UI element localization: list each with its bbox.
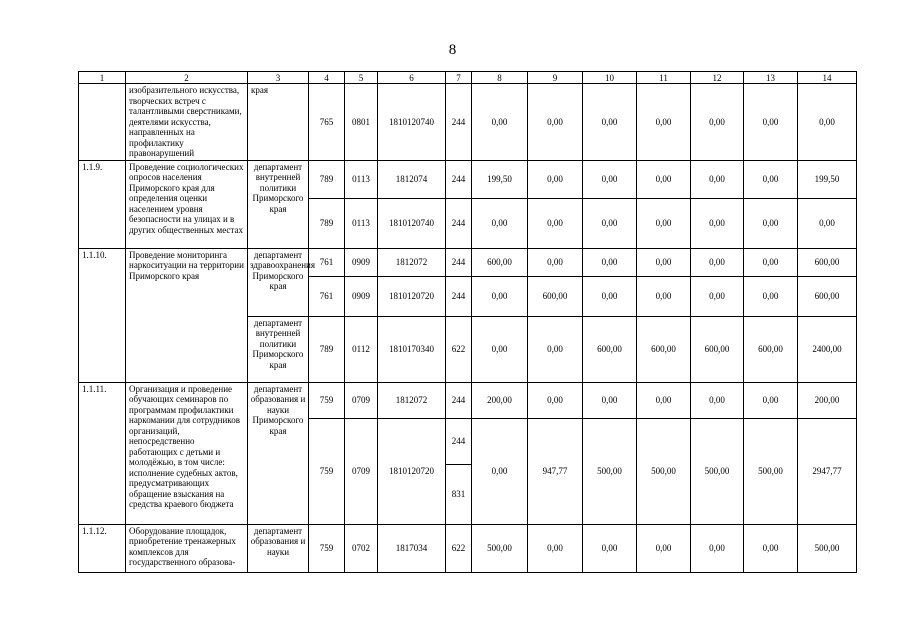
row-department: департамент образования и науки Приморского края <box>248 382 309 524</box>
cell: 244 <box>446 276 472 316</box>
header-cell: 7 <box>446 72 472 84</box>
cell: 0113 <box>345 160 378 198</box>
cell: 0909 <box>345 248 378 276</box>
header-cell: 1 <box>79 72 126 84</box>
cell: 761 <box>309 276 345 316</box>
cell: 0,00 <box>691 276 744 316</box>
cell: 0709 <box>345 382 378 418</box>
cell: 0,00 <box>528 160 583 198</box>
cell: 600,00 <box>798 248 857 276</box>
cell: 200,00 <box>798 382 857 418</box>
row-name: Проведение социологических опросов населения Приморского края для определения оценки населением уровня безопасности на улицах и в других общественных местах <box>126 160 248 248</box>
cell: 600,00 <box>583 316 637 382</box>
table-row <box>79 84 857 161</box>
cell: 0,00 <box>744 382 798 418</box>
cell: 500,00 <box>583 418 637 524</box>
cell: 789 <box>309 316 345 382</box>
cell: 0113 <box>345 198 378 248</box>
row-department: департамент здравоохранения Приморского края <box>248 248 309 316</box>
header-cell: 12 <box>691 72 744 84</box>
cell: 0,00 <box>472 84 528 161</box>
cell: 244 <box>446 160 472 198</box>
cell: 0,00 <box>691 248 744 276</box>
row-name: Организация и проведение обучающих семинаров по программам профилактики наркомании для сотрудников организаций, непосредственно работающих с детьми и молодёжью, в том числе: исполнение судебных актов, предусматривающих обращение взыскания на средства краевого бюджета <box>126 382 248 524</box>
cell: 0,00 <box>691 382 744 418</box>
cell: 0801 <box>345 84 378 161</box>
budget-table <box>78 71 857 573</box>
cell: 500,00 <box>637 418 691 524</box>
cell: 0,00 <box>637 382 691 418</box>
cell: 0,00 <box>691 84 744 161</box>
cell: 244 <box>446 418 472 464</box>
cell: 500,00 <box>472 524 528 572</box>
cell: 0,00 <box>744 198 798 248</box>
cell: 0,00 <box>691 524 744 572</box>
cell: 765 <box>309 84 345 161</box>
cell: 0,00 <box>528 84 583 161</box>
row-code: 1.1.9. <box>79 160 126 248</box>
header-cell: 8 <box>472 72 528 84</box>
cell: 244 <box>446 198 472 248</box>
cell: 600,00 <box>528 276 583 316</box>
cell: 831 <box>446 464 472 524</box>
page-number: 8 <box>448 42 457 58</box>
cell: 0,00 <box>583 276 637 316</box>
header-row <box>79 72 857 84</box>
cell: 0,00 <box>583 160 637 198</box>
cell: 0,00 <box>583 248 637 276</box>
cell: 789 <box>309 198 345 248</box>
cell: 600,00 <box>472 248 528 276</box>
cell: 0,00 <box>744 248 798 276</box>
cell: 1810170340 <box>378 316 446 382</box>
cell: 761 <box>309 248 345 276</box>
header-cell: 2 <box>126 72 248 84</box>
cell: 244 <box>446 84 472 161</box>
cell: 0,00 <box>528 316 583 382</box>
cell: 0,00 <box>637 248 691 276</box>
row-code: 1.1.11. <box>79 382 126 524</box>
header-cell: 5 <box>345 72 378 84</box>
cell: 789 <box>309 160 345 198</box>
cell: 0,00 <box>472 198 528 248</box>
header-cell: 10 <box>583 72 637 84</box>
cell: 244 <box>446 248 472 276</box>
cell: 0909 <box>345 276 378 316</box>
table-row <box>79 160 857 198</box>
cell: 1817034 <box>378 524 446 572</box>
cell: 0,00 <box>691 198 744 248</box>
cell: 0,00 <box>637 84 691 161</box>
cell: 600,00 <box>744 316 798 382</box>
cell: 622 <box>446 316 472 382</box>
row-department: департамент образования и науки <box>248 524 309 572</box>
cell: 1810120740 <box>378 198 446 248</box>
row-code <box>79 84 126 161</box>
cell: 0,00 <box>691 160 744 198</box>
cell: 0,00 <box>744 84 798 161</box>
cell: 500,00 <box>798 524 857 572</box>
cell: 600,00 <box>637 316 691 382</box>
cell: 1812074 <box>378 160 446 198</box>
cell: 947,77 <box>528 418 583 524</box>
cell: 199,50 <box>798 160 857 198</box>
cell: 759 <box>309 524 345 572</box>
cell: 0,00 <box>798 198 857 248</box>
cell: 0,00 <box>583 84 637 161</box>
cell: 0,00 <box>798 84 857 161</box>
cell: 0112 <box>345 316 378 382</box>
row-code: 1.1.10. <box>79 248 126 382</box>
cell: 0,00 <box>637 160 691 198</box>
cell: 0,00 <box>637 198 691 248</box>
cell: 0,00 <box>583 382 637 418</box>
cell: 1810120720 <box>378 418 446 524</box>
cell: 500,00 <box>744 418 798 524</box>
cell: 622 <box>446 524 472 572</box>
cell: 0,00 <box>472 316 528 382</box>
row-name: Проведение мониторинга наркоситуации на территории Приморского края <box>126 248 248 382</box>
cell: 0,00 <box>744 160 798 198</box>
header-cell: 13 <box>744 72 798 84</box>
cell: 0,00 <box>637 524 691 572</box>
row-department: департамент внутренней политики Приморского края <box>248 316 309 382</box>
cell: 0,00 <box>583 198 637 248</box>
cell: 2947,77 <box>798 418 857 524</box>
row-name: изобразительного искусства, творческих встреч с талантливыми сверстниками, деятелями искусства, направленных на профилактику правонарушений <box>126 84 248 161</box>
cell: 1810120740 <box>378 84 446 161</box>
cell: 0,00 <box>528 524 583 572</box>
header-cell: 6 <box>378 72 446 84</box>
cell: 1812072 <box>378 248 446 276</box>
cell: 0,00 <box>637 276 691 316</box>
header-cell: 9 <box>528 72 583 84</box>
row-department: департамент внутренней политики Приморского края <box>248 160 309 248</box>
cell: 600,00 <box>798 276 857 316</box>
table-row <box>79 248 857 276</box>
cell: 0,00 <box>472 276 528 316</box>
cell: 2400,00 <box>798 316 857 382</box>
cell: 0,00 <box>744 276 798 316</box>
cell: 0709 <box>345 418 378 524</box>
cell: 0702 <box>345 524 378 572</box>
cell: 0,00 <box>583 524 637 572</box>
row-department: края <box>248 84 309 161</box>
table-row <box>79 382 857 418</box>
cell: 759 <box>309 382 345 418</box>
cell: 500,00 <box>691 418 744 524</box>
table-row <box>79 524 857 572</box>
header-cell: 4 <box>309 72 345 84</box>
cell: 0,00 <box>744 524 798 572</box>
header-cell: 14 <box>798 72 857 84</box>
cell: 0,00 <box>528 198 583 248</box>
cell: 1810120720 <box>378 276 446 316</box>
row-code: 1.1.12. <box>79 524 126 572</box>
cell: 759 <box>309 418 345 524</box>
cell: 0,00 <box>472 418 528 524</box>
header-cell: 11 <box>637 72 691 84</box>
row-name: Оборудование площадок, приобретение тренажерных комплексов для государственного образова- <box>126 524 248 572</box>
cell: 1812072 <box>378 382 446 418</box>
cell: 600,00 <box>691 316 744 382</box>
cell: 200,00 <box>472 382 528 418</box>
cell: 0,00 <box>528 382 583 418</box>
cell: 0,00 <box>528 248 583 276</box>
cell: 199,50 <box>472 160 528 198</box>
header-cell: 3 <box>248 72 309 84</box>
cell: 244 <box>446 382 472 418</box>
